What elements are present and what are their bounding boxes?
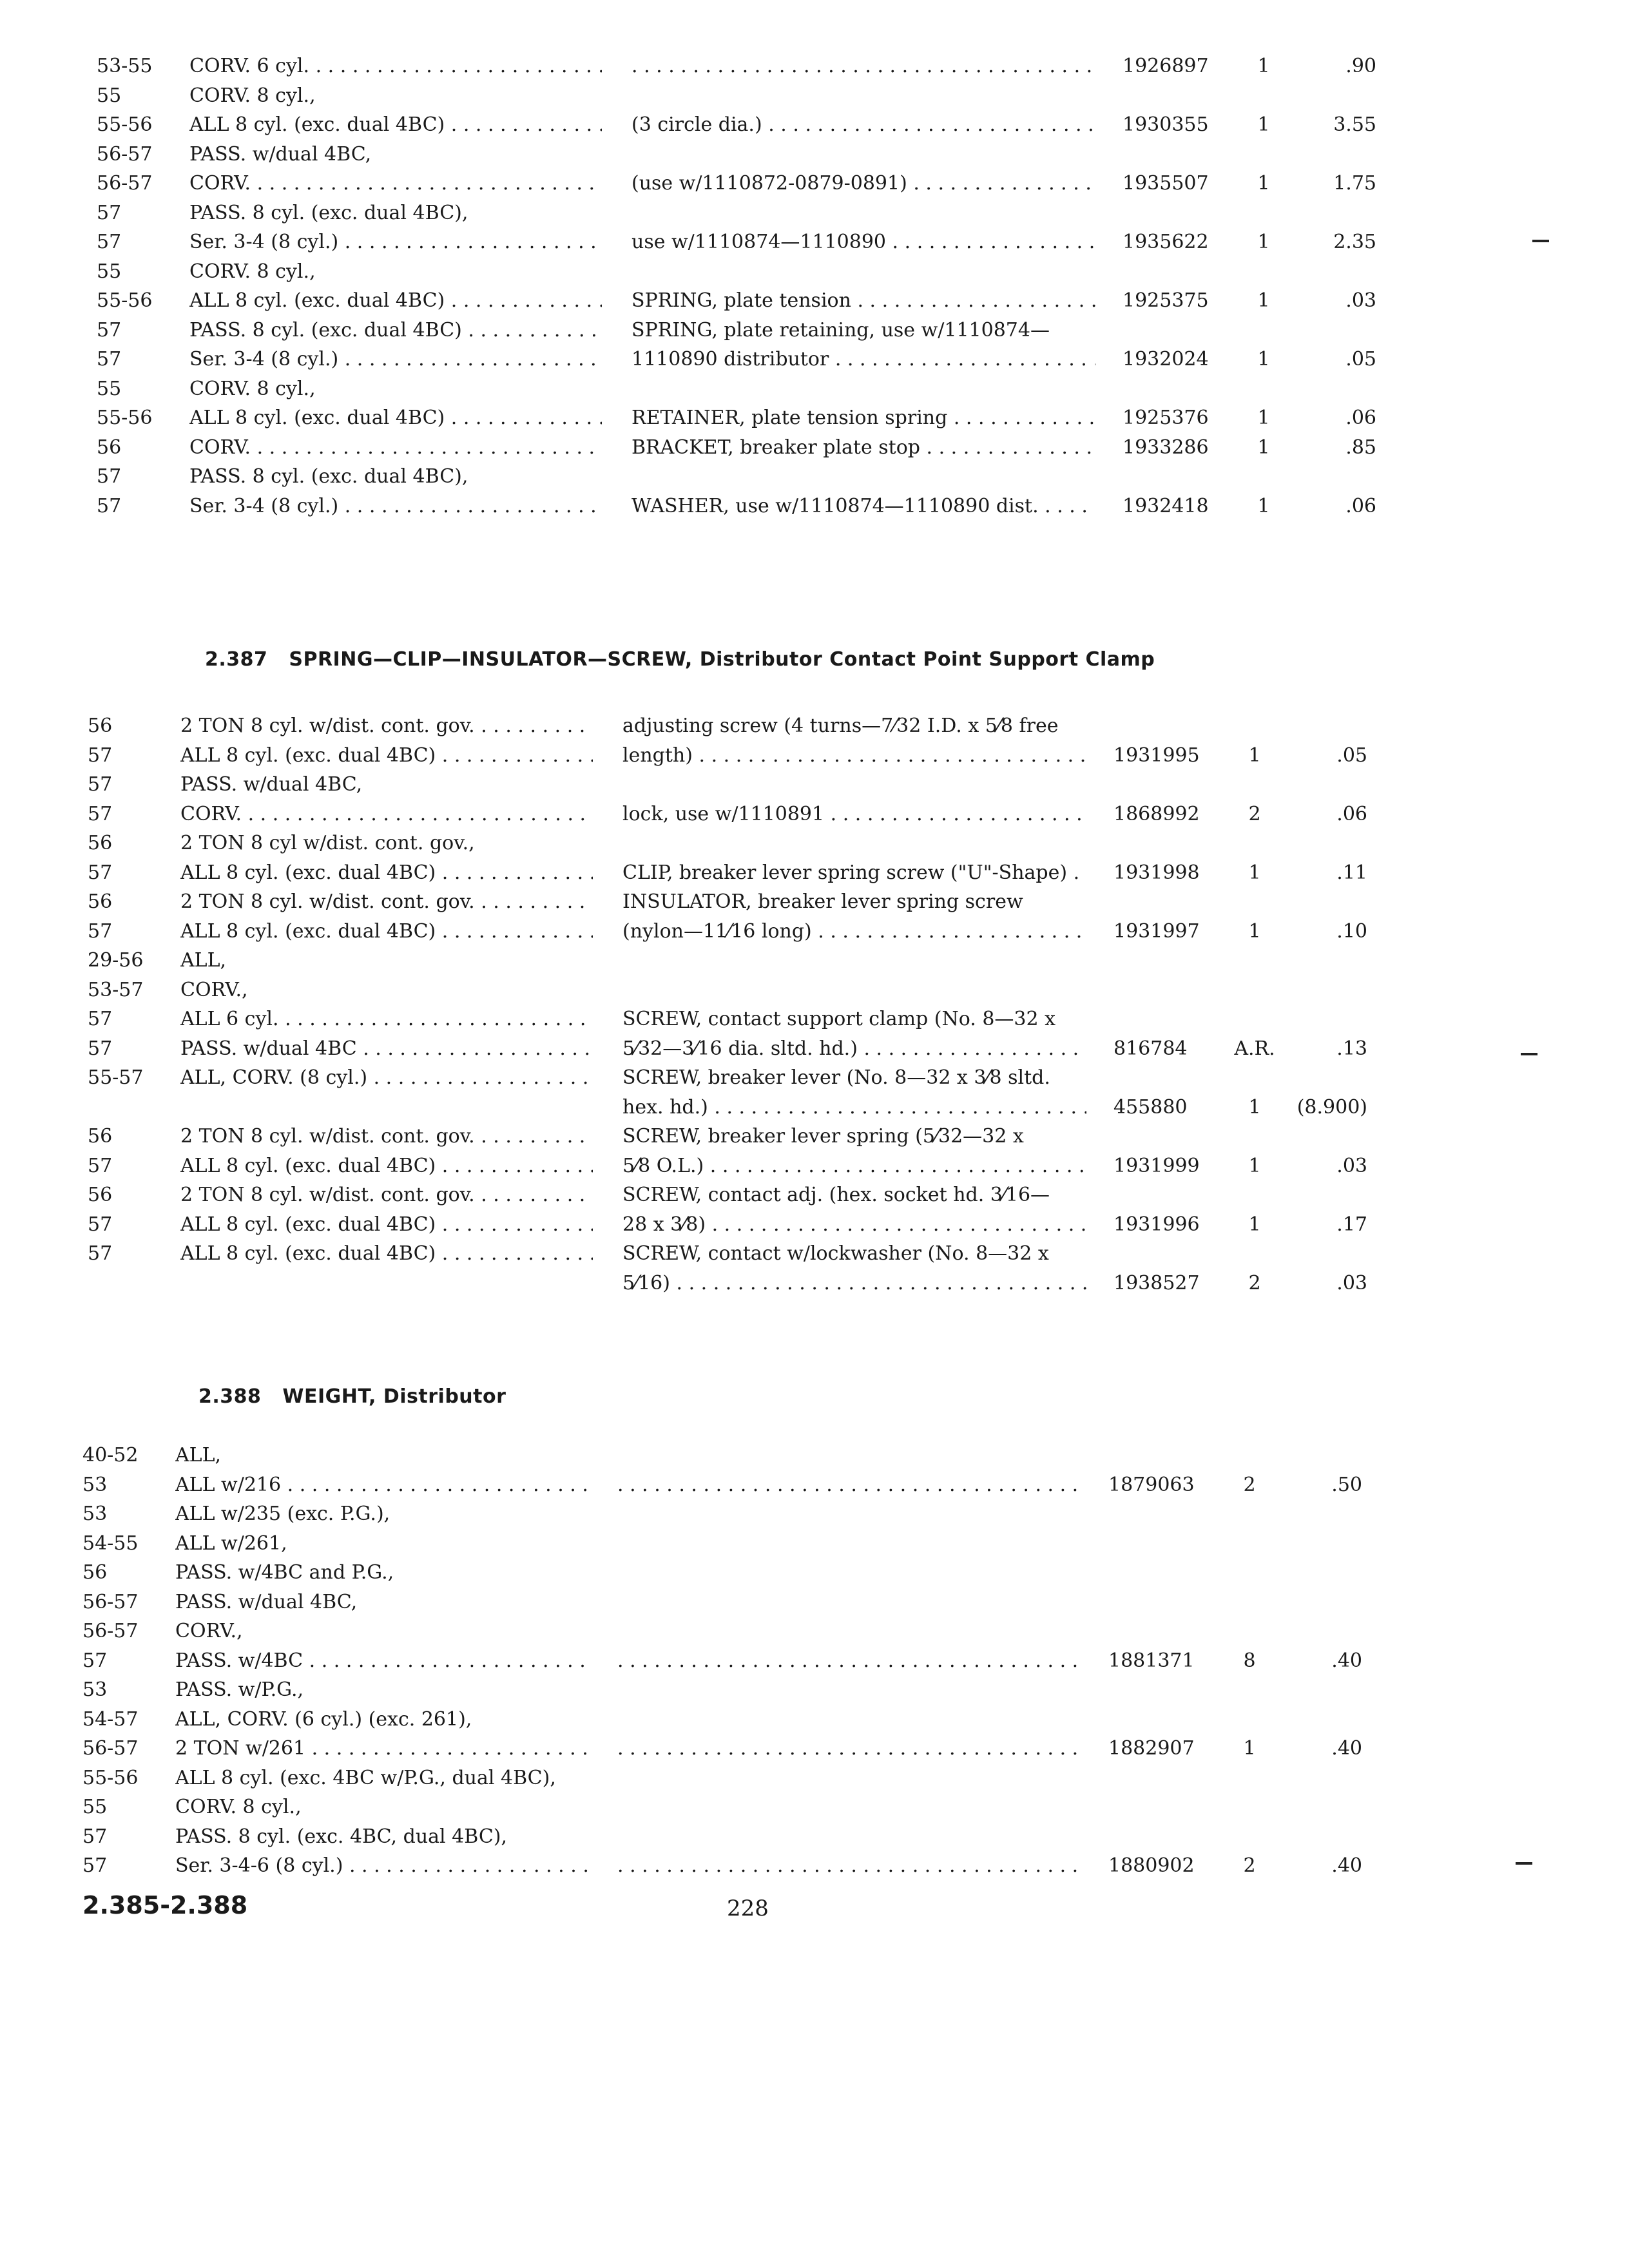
year-range: 57 bbox=[88, 773, 113, 796]
model-application: PASS. w/dual 4BC, bbox=[180, 773, 363, 796]
model-application: 2 TON 8 cyl. w/dist. cont. gov. . . . bbox=[180, 887, 593, 917]
year-range: 56 bbox=[97, 436, 122, 459]
year-range: 57 bbox=[97, 318, 122, 341]
model-application: ALL 8 cyl. (exc. dual 4BC) . . . bbox=[189, 110, 602, 140]
quantity: 1 bbox=[1248, 919, 1261, 943]
model-application: ALL, bbox=[180, 949, 227, 972]
table-row bbox=[97, 374, 1385, 404]
price: .11 bbox=[1336, 861, 1367, 884]
year-range: 57 bbox=[88, 1154, 113, 1177]
model-application: CORV., bbox=[175, 1620, 243, 1642]
table-row bbox=[82, 1675, 1371, 1705]
quantity: 1 bbox=[1248, 1095, 1261, 1119]
year-range: 56 bbox=[82, 1561, 108, 1584]
part-number: 1925376 bbox=[1123, 407, 1209, 429]
quantity: 1 bbox=[1257, 407, 1270, 429]
part-description bbox=[617, 1734, 1081, 1763]
part-description: 5⁄32—3⁄16 dia. sltd. hd.) . . . bbox=[622, 1034, 1086, 1064]
quantity: 2 bbox=[1248, 802, 1261, 825]
table-row bbox=[82, 1792, 1371, 1822]
table-row bbox=[97, 110, 1385, 140]
quantity: 1 bbox=[1257, 113, 1270, 136]
price: (8.900) bbox=[1296, 1095, 1367, 1119]
model-application: PASS. 8 cyl. (exc. dual 4BC), bbox=[189, 465, 468, 488]
part-description: length) . . . bbox=[622, 741, 1086, 771]
price: .90 bbox=[1345, 55, 1376, 77]
year-range: 55 bbox=[97, 84, 122, 107]
price: .17 bbox=[1336, 1213, 1367, 1236]
table-row bbox=[88, 1063, 1376, 1093]
model-application: ALL, bbox=[175, 1444, 222, 1466]
year-range: 56-57 bbox=[97, 142, 153, 166]
table-row bbox=[88, 1210, 1376, 1240]
price: .06 bbox=[1336, 802, 1367, 825]
model-application: Ser. 3-4-6 (8 cyl.) . . . bbox=[175, 1851, 588, 1881]
part-number: 1925375 bbox=[1123, 289, 1209, 312]
table-row bbox=[82, 1470, 1371, 1500]
year-range: 56-57 bbox=[82, 1620, 139, 1642]
part-description: 1110890 distributor . . . bbox=[631, 345, 1095, 374]
part-description: SCREW, breaker lever spring (5⁄32—32 x bbox=[622, 1125, 1024, 1148]
table-row bbox=[97, 433, 1385, 463]
table-row bbox=[97, 169, 1385, 198]
year-range: 53-55 bbox=[97, 55, 153, 77]
part-description: CLIP, breaker lever spring screw ("U"-Shape) . . . bbox=[622, 858, 1086, 888]
price: .40 bbox=[1331, 1854, 1362, 1877]
table-row bbox=[82, 1646, 1371, 1676]
part-description: (nylon—11⁄16 long) . . . bbox=[622, 917, 1086, 947]
part-description: (3 circle dia.) . . . bbox=[631, 110, 1095, 140]
part-description: SCREW, contact support clamp (No. 8—32 x bbox=[622, 1008, 1056, 1030]
table-row bbox=[97, 492, 1385, 521]
quantity: 1 bbox=[1257, 436, 1270, 459]
year-range: 56-57 bbox=[82, 1737, 139, 1760]
table-row bbox=[88, 1180, 1376, 1210]
part-description: SPRING, plate retaining, use w/1110874— bbox=[631, 318, 1050, 341]
year-range: 56-57 bbox=[82, 1590, 139, 1613]
part-number: 1926897 bbox=[1123, 55, 1209, 77]
table-row bbox=[88, 800, 1376, 829]
model-application: ALL w/216 . . . bbox=[175, 1470, 588, 1500]
year-range: 57 bbox=[82, 1825, 108, 1848]
model-application: CORV. 8 cyl., bbox=[189, 84, 316, 107]
year-range: 57 bbox=[88, 802, 113, 825]
price: .13 bbox=[1336, 1037, 1367, 1060]
part-number: 1932024 bbox=[1123, 348, 1209, 370]
quantity: 1 bbox=[1257, 172, 1270, 195]
part-number: 1930355 bbox=[1123, 113, 1209, 136]
model-application: CORV. 8 cyl., bbox=[189, 377, 316, 400]
year-range: 55 bbox=[97, 377, 122, 400]
table-row bbox=[97, 316, 1385, 345]
model-application: CORV. 6 cyl. . . . bbox=[189, 52, 602, 81]
year-range: 57 bbox=[88, 919, 113, 943]
part-number: 1931999 bbox=[1113, 1154, 1200, 1177]
model-application: PASS. w/dual 4BC, bbox=[189, 142, 372, 166]
table-row bbox=[88, 711, 1376, 741]
year-range: 53 bbox=[82, 1678, 108, 1701]
table-row bbox=[97, 403, 1385, 433]
model-application: 2 TON 8 cyl w/dist. cont. gov., bbox=[180, 832, 475, 854]
model-application: ALL 8 cyl. (exc. dual 4BC) . . . bbox=[180, 917, 593, 947]
year-range: 57 bbox=[88, 1037, 113, 1060]
price: .05 bbox=[1345, 348, 1376, 370]
price: .03 bbox=[1336, 1271, 1367, 1294]
table-row bbox=[97, 345, 1385, 374]
part-description: lock, use w/1110891 . . . bbox=[622, 800, 1086, 829]
section-2-387-table bbox=[88, 711, 1376, 1311]
model-application: PASS. w/4BC . . . bbox=[175, 1646, 588, 1676]
table-row bbox=[97, 81, 1385, 111]
part-number: 816784 bbox=[1113, 1037, 1188, 1060]
year-range: 55-56 bbox=[97, 113, 153, 136]
year-range: 56 bbox=[88, 1184, 113, 1206]
year-range: 55-56 bbox=[97, 289, 153, 312]
part-number: 1882907 bbox=[1108, 1737, 1195, 1760]
year-range: 57 bbox=[97, 201, 122, 224]
model-application: CORV. . . . bbox=[189, 433, 602, 463]
part-description: INSULATOR, breaker lever spring screw bbox=[622, 890, 1023, 913]
price: .40 bbox=[1331, 1649, 1362, 1672]
table-row bbox=[88, 946, 1376, 975]
model-application: ALL 8 cyl. (exc. dual 4BC) . . . bbox=[180, 1210, 593, 1240]
year-range: 57 bbox=[88, 744, 113, 767]
section-number: 2.388 bbox=[198, 1385, 262, 1408]
table-row bbox=[82, 1441, 1371, 1470]
table-row bbox=[82, 1588, 1371, 1617]
year-range: 57 bbox=[88, 1242, 113, 1265]
model-application: CORV. 8 cyl., bbox=[175, 1796, 302, 1818]
table-row bbox=[88, 1034, 1376, 1064]
price: .40 bbox=[1331, 1737, 1362, 1760]
model-application: PASS. w/dual 4BC . . . bbox=[180, 1034, 593, 1064]
model-application: ALL 6 cyl. . . . bbox=[180, 1004, 593, 1034]
part-description: 5⁄8 O.L.) . . . bbox=[622, 1151, 1086, 1181]
part-number: 1938527 bbox=[1113, 1271, 1200, 1294]
year-range: 53-57 bbox=[88, 978, 144, 1001]
model-application: ALL 8 cyl. (exc. dual 4BC) . . . bbox=[180, 858, 593, 888]
quantity: 1 bbox=[1248, 861, 1261, 884]
year-range: 54-57 bbox=[82, 1707, 139, 1731]
section-2-388-table bbox=[82, 1441, 1371, 1892]
part-description: WASHER, use w/1110874—1110890 dist. . . . bbox=[631, 492, 1095, 521]
part-number: 1931996 bbox=[1113, 1213, 1200, 1236]
part-number: 1880902 bbox=[1108, 1854, 1195, 1877]
part-description: SPRING, plate tension . . . bbox=[631, 286, 1095, 316]
part-number: 1879063 bbox=[1108, 1473, 1195, 1496]
table-row bbox=[97, 198, 1385, 228]
table-row bbox=[88, 1004, 1376, 1034]
footer-section-range: 2.385-2.388 bbox=[82, 1891, 248, 1919]
model-application: PASS. w/4BC and P.G., bbox=[175, 1561, 394, 1584]
section-title: SPRING—CLIP—INSULATOR—SCREW, bbox=[289, 648, 693, 671]
table-row bbox=[88, 858, 1376, 888]
price: .05 bbox=[1336, 744, 1367, 767]
model-application: 2 TON 8 cyl. w/dist. cont. gov. . . . bbox=[180, 711, 593, 741]
price: .06 bbox=[1345, 407, 1376, 429]
part-number: 1932418 bbox=[1123, 494, 1209, 517]
year-range: 57 bbox=[97, 465, 122, 488]
year-range: 56 bbox=[88, 890, 113, 913]
table-row bbox=[97, 286, 1385, 316]
part-description: SCREW, contact w/lockwasher (No. 8—32 x bbox=[622, 1242, 1049, 1265]
section-heading-2-388 bbox=[198, 1385, 506, 1408]
part-number: 1931998 bbox=[1113, 861, 1200, 884]
margin-tick-mark bbox=[1532, 240, 1549, 242]
part-description bbox=[617, 1851, 1081, 1881]
table-row bbox=[82, 1851, 1371, 1881]
table-row bbox=[82, 1558, 1371, 1588]
table-row bbox=[88, 917, 1376, 947]
year-range: 40-52 bbox=[82, 1444, 139, 1466]
part-number: 1935507 bbox=[1123, 172, 1209, 195]
model-application: CORV. 8 cyl., bbox=[189, 260, 316, 283]
model-application: ALL, CORV. (8 cyl.) . . . bbox=[180, 1063, 593, 1093]
quantity: 2 bbox=[1243, 1854, 1256, 1877]
model-application: ALL 8 cyl. (exc. dual 4BC) . . . bbox=[180, 1151, 593, 1181]
quantity: 8 bbox=[1243, 1649, 1256, 1672]
model-application: 2 TON 8 cyl. w/dist. cont. gov. . . . bbox=[180, 1180, 593, 1210]
price: .10 bbox=[1336, 919, 1367, 943]
model-application: 2 TON 8 cyl. w/dist. cont. gov. . . . bbox=[180, 1122, 593, 1151]
quantity: 1 bbox=[1257, 55, 1270, 77]
table-row bbox=[88, 770, 1376, 800]
price: 3.55 bbox=[1333, 113, 1376, 136]
model-application: CORV. . . . bbox=[180, 800, 593, 829]
part-number: 455880 bbox=[1113, 1095, 1188, 1119]
model-application: PASS. w/P.G., bbox=[175, 1678, 304, 1701]
year-range: 57 bbox=[88, 1008, 113, 1030]
part-description: hex. hd.) . . . bbox=[622, 1093, 1086, 1122]
year-range: 57 bbox=[82, 1854, 108, 1877]
model-application: ALL 8 cyl. (exc. dual 4BC) . . . bbox=[180, 1239, 593, 1269]
table-row bbox=[88, 975, 1376, 1005]
section-subtitle: Distributor bbox=[383, 1385, 506, 1408]
model-application: PASS. 8 cyl. (exc. 4BC, dual 4BC), bbox=[175, 1825, 508, 1848]
year-range: 56-57 bbox=[97, 172, 153, 195]
model-application: ALL 8 cyl. (exc. dual 4BC) . . . bbox=[189, 286, 602, 316]
table-row bbox=[82, 1705, 1371, 1735]
year-range: 55 bbox=[97, 260, 122, 283]
quantity: 1 bbox=[1248, 744, 1261, 767]
quantity: 1 bbox=[1257, 348, 1270, 370]
table-row bbox=[97, 257, 1385, 287]
model-application: PASS. w/dual 4BC, bbox=[175, 1590, 358, 1613]
part-description: 5⁄16) . . . bbox=[622, 1269, 1086, 1298]
part-number: 1931997 bbox=[1113, 919, 1200, 943]
price: .03 bbox=[1336, 1154, 1367, 1177]
part-description: BRACKET, breaker plate stop . . . bbox=[631, 433, 1095, 463]
table-row bbox=[88, 1122, 1376, 1151]
section-heading-2-387 bbox=[205, 648, 1155, 671]
part-number: 1868992 bbox=[1113, 802, 1200, 825]
page-number: 228 bbox=[727, 1896, 769, 1921]
quantity: A.R. bbox=[1234, 1037, 1275, 1060]
table-row bbox=[97, 227, 1385, 257]
year-range: 55-56 bbox=[97, 407, 153, 429]
model-application: 2 TON w/261 . . . bbox=[175, 1734, 588, 1763]
model-application: ALL 8 cyl. (exc. dual 4BC) . . . bbox=[189, 403, 602, 433]
table-row bbox=[82, 1822, 1371, 1852]
year-range: 56 bbox=[88, 1125, 113, 1148]
section-continuation bbox=[97, 52, 1385, 541]
part-description bbox=[617, 1646, 1081, 1676]
model-application: PASS. 8 cyl. (exc. dual 4BC) . . . bbox=[189, 316, 602, 345]
year-range: 55-57 bbox=[88, 1066, 144, 1089]
model-application: CORV., bbox=[180, 978, 248, 1001]
table-row bbox=[82, 1734, 1371, 1763]
year-range: 53 bbox=[82, 1473, 108, 1496]
part-description: SCREW, contact adj. (hex. socket hd. 3⁄16— bbox=[622, 1184, 1050, 1206]
price: .06 bbox=[1345, 494, 1376, 517]
model-application: PASS. 8 cyl. (exc. dual 4BC), bbox=[189, 201, 468, 224]
section-subtitle: Distributor Contact Point Support Clamp bbox=[699, 648, 1155, 671]
quantity: 1 bbox=[1257, 289, 1270, 312]
part-description bbox=[631, 52, 1095, 81]
model-application: Ser. 3-4 (8 cyl.) . . . bbox=[189, 492, 602, 521]
quantity: 1 bbox=[1243, 1737, 1256, 1760]
part-description: 28 x 3⁄8) . . . bbox=[622, 1210, 1086, 1240]
table-row bbox=[88, 741, 1376, 771]
model-application: ALL w/261, bbox=[175, 1532, 287, 1555]
model-application: ALL 8 cyl. (exc. 4BC w/P.G., dual 4BC), bbox=[175, 1766, 556, 1789]
section-number: 2.387 bbox=[205, 648, 268, 671]
year-range: 57 bbox=[97, 348, 122, 370]
price: .03 bbox=[1345, 289, 1376, 312]
year-range: 57 bbox=[97, 231, 122, 253]
part-number: 1933286 bbox=[1123, 436, 1209, 459]
margin-tick-mark bbox=[1521, 1053, 1537, 1055]
quantity: 1 bbox=[1248, 1213, 1261, 1236]
year-range: 55 bbox=[82, 1796, 108, 1818]
table-row bbox=[82, 1529, 1371, 1559]
year-range: 57 bbox=[88, 1213, 113, 1236]
table-row bbox=[97, 462, 1385, 492]
model-application: ALL, CORV. (6 cyl.) (exc. 261), bbox=[175, 1707, 472, 1731]
year-range: 29-56 bbox=[88, 949, 144, 972]
model-application: CORV. . . . bbox=[189, 169, 602, 198]
part-number: 1935622 bbox=[1123, 231, 1209, 253]
table-row bbox=[82, 1763, 1371, 1793]
part-description: use w/1110874—1110890 . . . bbox=[631, 227, 1095, 257]
year-range: 57 bbox=[82, 1649, 108, 1672]
margin-tick-mark bbox=[1516, 1862, 1532, 1865]
model-application: ALL 8 cyl. (exc. dual 4BC) . . . bbox=[180, 741, 593, 771]
part-number: 1931995 bbox=[1113, 744, 1200, 767]
model-application: ALL w/235 (exc. P.G.), bbox=[175, 1503, 390, 1525]
table-row bbox=[88, 1151, 1376, 1181]
price: 1.75 bbox=[1333, 172, 1376, 195]
model-application: Ser. 3-4 (8 cyl.) . . . bbox=[189, 345, 602, 374]
price: 2.35 bbox=[1333, 231, 1376, 253]
year-range: 53 bbox=[82, 1503, 108, 1525]
table-row bbox=[88, 829, 1376, 858]
model-application: Ser. 3-4 (8 cyl.) . . . bbox=[189, 227, 602, 257]
year-range: 57 bbox=[88, 861, 113, 884]
part-description: (use w/1110872-0879-0891) . . . bbox=[631, 169, 1095, 198]
year-range: 56 bbox=[88, 832, 113, 854]
year-range: 56 bbox=[88, 715, 113, 737]
price: .85 bbox=[1345, 436, 1376, 459]
table-row bbox=[88, 887, 1376, 917]
part-description bbox=[617, 1470, 1081, 1500]
table-row bbox=[88, 1093, 1376, 1122]
quantity: 2 bbox=[1243, 1473, 1256, 1496]
table-row bbox=[97, 52, 1385, 81]
part-number: 1881371 bbox=[1108, 1649, 1195, 1672]
table-row bbox=[97, 140, 1385, 169]
quantity: 1 bbox=[1248, 1154, 1261, 1177]
quantity: 1 bbox=[1257, 494, 1270, 517]
year-range: 55-56 bbox=[82, 1766, 139, 1789]
quantity: 2 bbox=[1248, 1271, 1261, 1294]
table-row bbox=[82, 1499, 1371, 1529]
quantity: 1 bbox=[1257, 231, 1270, 253]
part-description: SCREW, breaker lever (No. 8—32 x 3⁄8 sltd. bbox=[622, 1066, 1050, 1089]
price: .50 bbox=[1331, 1473, 1362, 1496]
part-description: RETAINER, plate tension spring . . . bbox=[631, 403, 1095, 433]
table-row bbox=[88, 1269, 1376, 1298]
table-row bbox=[82, 1617, 1371, 1646]
year-range: 54-55 bbox=[82, 1532, 139, 1555]
section-title: WEIGHT, bbox=[282, 1385, 376, 1408]
part-description: adjusting screw (4 turns—7⁄32 I.D. x 5⁄8 free bbox=[622, 715, 1059, 737]
table-row bbox=[88, 1239, 1376, 1269]
year-range: 57 bbox=[97, 494, 122, 517]
